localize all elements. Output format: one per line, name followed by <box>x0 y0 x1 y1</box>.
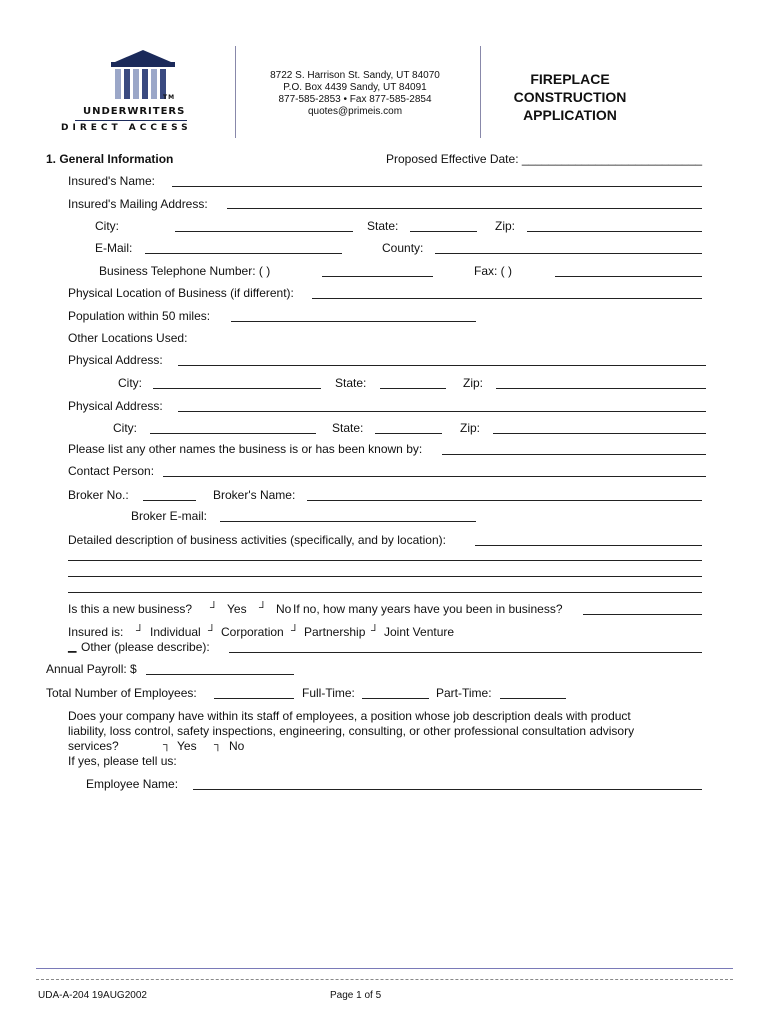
description-line[interactable] <box>68 560 702 561</box>
state-field[interactable] <box>410 231 477 232</box>
effective-date-field[interactable]: Proposed Effective Date: ___________________________ <box>386 152 703 166</box>
address-line: 8722 S. Harrison St. Sandy, UT 84070 <box>270 70 440 81</box>
form-id: UDA-A-204 19AUG2002 <box>38 990 147 1001</box>
company-address-block <box>250 70 460 118</box>
annual-payroll-field[interactable] <box>146 674 294 675</box>
staff-question-line: Does your company have within its staff of employees, a position whose job description deals with product <box>68 709 631 723</box>
fax-label: Fax: ( ) <box>474 264 512 278</box>
description-line[interactable] <box>68 576 702 577</box>
physical-address-1-label: Physical Address: <box>68 353 163 367</box>
mailing-address-field[interactable] <box>227 208 702 209</box>
mailing-address-label: Insured's Mailing Address: <box>68 197 208 211</box>
population-field[interactable] <box>231 321 476 322</box>
logo-tm: TM <box>163 94 176 101</box>
other-describe-label: Other (please describe): <box>81 640 210 654</box>
years-in-business-field[interactable] <box>583 614 702 615</box>
other-names-field[interactable] <box>442 454 706 455</box>
part-time-label: Part-Time: <box>436 686 492 700</box>
insured-name-field[interactable] <box>172 186 702 187</box>
section-heading-general-information: 1. General Information <box>46 152 174 166</box>
county-field[interactable] <box>435 253 702 254</box>
city-2-field[interactable] <box>150 433 316 434</box>
new-business-yes-label: Yes <box>227 602 247 616</box>
staff-no-checkbox[interactable]: ┐ <box>214 739 222 751</box>
logo-tagline: DIRECT ACCESS <box>61 123 192 133</box>
new-business-no-checkbox[interactable]: ┘ <box>259 602 267 614</box>
broker-no-field[interactable] <box>143 500 196 501</box>
partnership-checkbox[interactable]: ┘ <box>291 625 299 637</box>
physical-address-2-label: Physical Address: <box>68 399 163 413</box>
full-time-label: Full-Time: <box>302 686 355 700</box>
county-label: County: <box>382 241 424 255</box>
other-names-label: Please list any other names the business is or has been known by: <box>68 442 423 456</box>
zip-field[interactable] <box>527 231 702 232</box>
physical-address-1-field[interactable] <box>178 365 706 366</box>
state-1-label: State: <box>335 376 367 390</box>
city-1-label: City: <box>118 376 142 390</box>
description-line[interactable] <box>68 592 702 593</box>
new-business-label: Is this a new business? <box>68 602 193 616</box>
broker-name-label: Broker's Name: <box>213 488 296 502</box>
employee-name-label: Employee Name: <box>86 777 179 791</box>
other-locations-label: Other Locations Used: <box>68 331 188 345</box>
staff-yes-label: Yes <box>177 739 197 753</box>
broker-name-field[interactable] <box>307 500 702 501</box>
other-checkbox[interactable]: ▁ <box>68 641 77 653</box>
new-business-yes-checkbox[interactable]: ┘ <box>210 602 218 614</box>
business-phone-field[interactable] <box>322 276 433 277</box>
zip-label: Zip: <box>495 219 516 233</box>
insured-name-label: Insured's Name: <box>68 174 155 188</box>
state-2-label: State: <box>332 421 364 435</box>
zip-1-field[interactable] <box>496 388 706 389</box>
staff-yes-checkbox[interactable]: ┐ <box>163 739 171 751</box>
new-business-no-label: No <box>276 602 292 616</box>
if-yes-label: If yes, please tell us: <box>68 754 177 768</box>
corporation-checkbox[interactable]: ┘ <box>208 625 216 637</box>
total-employees-field[interactable] <box>214 698 294 699</box>
corporation-label: Corporation <box>221 625 284 639</box>
email-field[interactable] <box>145 253 342 254</box>
header-divider-right <box>480 46 481 138</box>
individual-checkbox[interactable]: ┘ <box>136 625 144 637</box>
individual-label: Individual <box>150 625 201 639</box>
city-2-label: City: <box>113 421 137 435</box>
broker-email-label: Broker E-mail: <box>131 509 208 523</box>
logo <box>55 48 225 138</box>
business-phone-label: Business Telephone Number: ( ) <box>99 264 271 278</box>
header-divider-left <box>235 46 236 138</box>
physical-location-field[interactable] <box>312 298 702 299</box>
phone-fax-line: 877-585-2853 • Fax 877-585-2854 <box>278 94 432 105</box>
zip-2-field[interactable] <box>493 433 706 434</box>
years-in-business-label: If no, how many years have you been in business? <box>293 602 563 616</box>
description-label: Detailed description of business activities (specifically, and by location): <box>68 533 446 547</box>
staff-question-line: liability, loss control, safety inspections, engineering, consulting, or other professional consultation advisory <box>68 724 635 738</box>
logo-divider <box>75 120 187 121</box>
zip-2-label: Zip: <box>460 421 481 435</box>
broker-no-label: Broker No.: <box>68 488 129 502</box>
broker-email-field[interactable] <box>220 521 476 522</box>
other-describe-field[interactable] <box>229 652 702 653</box>
employee-name-field[interactable] <box>193 789 702 790</box>
fax-field[interactable] <box>555 276 702 277</box>
contact-person-field[interactable] <box>163 476 706 477</box>
footer-divider <box>36 968 733 969</box>
physical-address-2-field[interactable] <box>178 411 706 412</box>
zip-1-label: Zip: <box>463 376 484 390</box>
address-line: P.O. Box 4439 Sandy, UT 84091 <box>283 82 427 93</box>
population-label: Population within 50 miles: <box>68 309 211 323</box>
form-title: FIREPLACE CONSTRUCTION APPLICATION <box>513 71 627 123</box>
state-2-field[interactable] <box>375 433 442 434</box>
annual-payroll-label: Annual Payroll: $ <box>46 662 137 676</box>
contact-person-label: Contact Person: <box>68 464 155 478</box>
logo-name: UNDERWRITERS <box>83 106 186 117</box>
full-time-field[interactable] <box>362 698 429 699</box>
city-1-field[interactable] <box>153 388 321 389</box>
insured-is-label: Insured is: <box>68 625 124 639</box>
city-field[interactable] <box>175 231 353 232</box>
email-label: E-Mail: <box>95 241 133 255</box>
part-time-field[interactable] <box>500 698 566 699</box>
staff-question-line: services? <box>68 739 119 753</box>
partnership-label: Partnership <box>304 625 366 639</box>
email-line: quotes@primeis.com <box>307 106 403 117</box>
description-field[interactable] <box>475 545 702 546</box>
joint-venture-checkbox[interactable]: ┘ <box>371 625 379 637</box>
state-label: State: <box>367 219 399 233</box>
physical-location-label: Physical Location of Business (if different): <box>68 286 294 300</box>
joint-venture-label: Joint Venture <box>384 625 455 639</box>
city-label: City: <box>95 219 119 233</box>
state-1-field[interactable] <box>380 388 446 389</box>
page-number: Page 1 of 5 <box>330 990 382 1001</box>
total-employees-label: Total Number of Employees: <box>46 686 197 700</box>
footer-divider-dashed <box>36 979 733 980</box>
staff-no-label: No <box>229 739 245 753</box>
